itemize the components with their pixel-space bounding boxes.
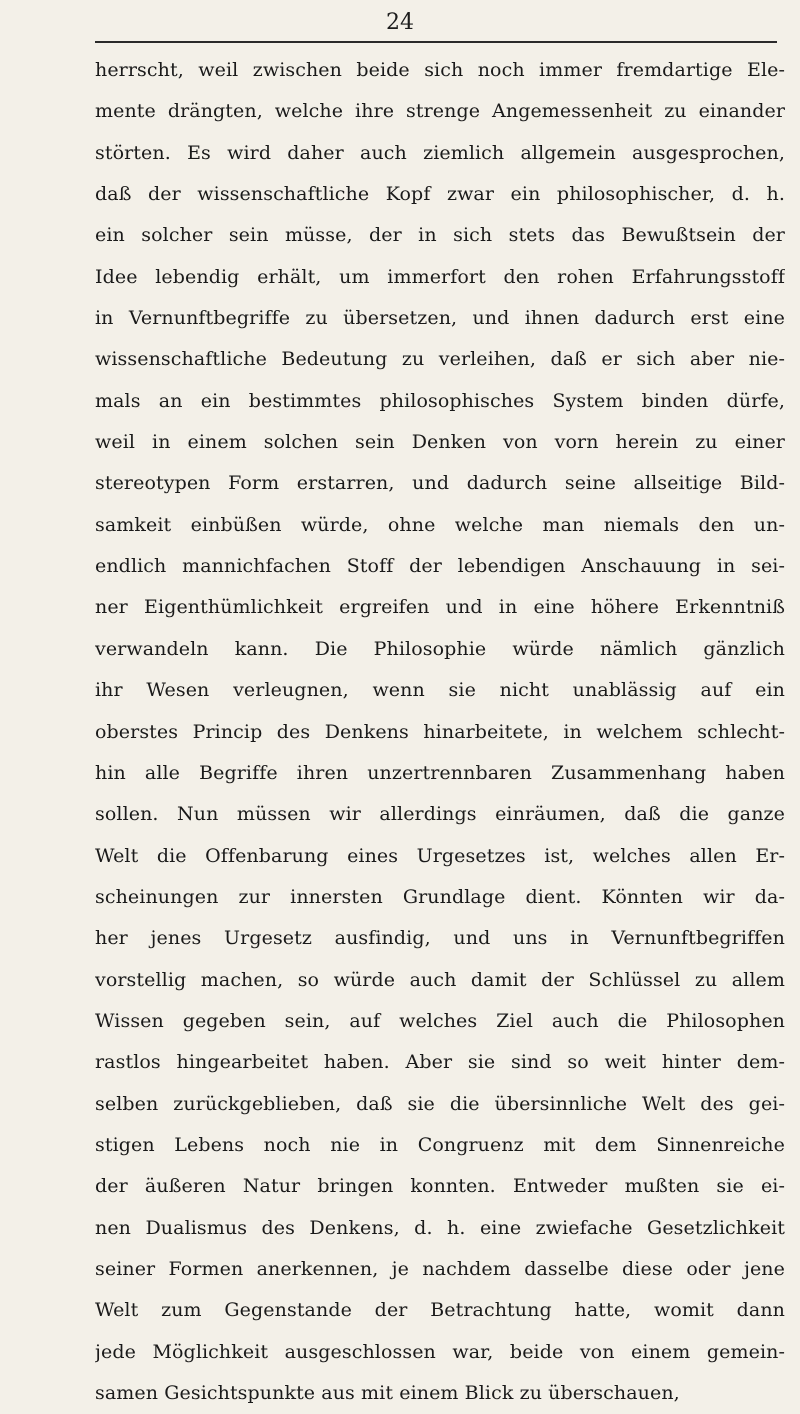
text-line: ein solcher sein müsse, der in sich stets das Bewußtsein der (95, 224, 785, 247)
text-line: endlich mannichfachen Stoff der lebendigen Anschauung in sei- (95, 555, 785, 578)
text-line: samen Gesichtspunkte aus mit einem Blick zu überschauen, (95, 1382, 680, 1404)
text-line: sollen. Nun müssen wir allerdings einräumen, daß die ganze (95, 803, 785, 826)
text-line: herrscht, weil zwischen beide sich noch immer fremdartige Ele- (95, 59, 785, 81)
text-line: der äußeren Natur bringen konnten. Entweder mußten sie ei- (95, 1175, 785, 1198)
text-line: ihr Wesen verleugnen, wenn sie nicht unablässig auf ein (95, 679, 785, 702)
text-line: stereotypen Form erstarren, und dadurch seine allseitige Bild- (95, 472, 785, 495)
text-line: mals an ein bestimmtes philosophisches System binden dürfe, (95, 389, 785, 412)
text-line: mente drängten, welche ihre strenge Angemessenheit zu einander (95, 100, 785, 123)
text-line: verwandeln kann. Die Philosophie würde nämlich gänzlich (95, 637, 785, 660)
page-number: 24 (386, 10, 414, 35)
body-text (95, 50, 785, 1414)
text-line: daß der wissenschaftliche Kopf zwar ein philosophischer, d. h. (95, 183, 785, 206)
text-line: stigen Lebens noch nie in Congruenz mit dem Sinnenreiche (95, 1133, 785, 1156)
text-line: samkeit einbüßen würde, ohne welche man niemals den un- (95, 513, 785, 536)
text-line: weil in einem solchen sein Denken von vorn herein zu einer (95, 431, 785, 454)
text-line: jede Möglichkeit ausgeschlossen war, beide von einem gemein- (95, 1340, 785, 1363)
text-line: nen Dualismus des Denkens, d. h. eine zwiefache Gesetzlichkeit (95, 1216, 785, 1239)
text-line: selben zurückgeblieben, daß sie die übersinnliche Welt des gei- (95, 1092, 785, 1115)
text-line: ner Eigenthümlichkeit ergreifen und in eine höhere Erkenntniß (95, 596, 785, 619)
text-line: oberstes Princip des Denkens hinarbeitete, in welchem schlecht- (95, 720, 785, 743)
text-line: scheinungen zur innersten Grundlage dient. Könnten wir da- (95, 885, 785, 908)
header-rule (95, 41, 777, 43)
text-line: Idee lebendig erhält, um immerfort den rohen Erfahrungsstoff (95, 265, 785, 288)
text-line: her jenes Urgesetz ausfindig, und uns in Vernunftbegriffen (95, 927, 785, 950)
text-line: wissenschaftliche Bedeutung zu verleihen, daß er sich aber nie- (95, 348, 785, 371)
text-line: vorstellig machen, so würde auch damit der Schlüssel zu allem (95, 968, 785, 991)
text-line: Welt die Offenbarung eines Urgesetzes ist, welches allen Er- (95, 844, 785, 867)
text-line: störten. Es wird daher auch ziemlich allgemein ausgesprochen, (95, 141, 785, 164)
text-line: Welt zum Gegenstande der Betrachtung hatte, womit dann (95, 1299, 785, 1322)
text-line: hin alle Begriffe ihren unzertrennbaren Zusammenhang haben (95, 761, 785, 784)
text-line: Wissen gegeben sein, auf welches Ziel auch die Philosophen (95, 1009, 785, 1032)
text-line: in Vernunftbegriffe zu übersetzen, und ihnen dadurch erst eine (95, 307, 785, 330)
text-line: rastlos hingearbeitet haben. Aber sie sind so weit hinter dem- (95, 1051, 785, 1074)
text-line: seiner Formen anerkennen, je nachdem dasselbe diese oder jene (95, 1257, 785, 1280)
